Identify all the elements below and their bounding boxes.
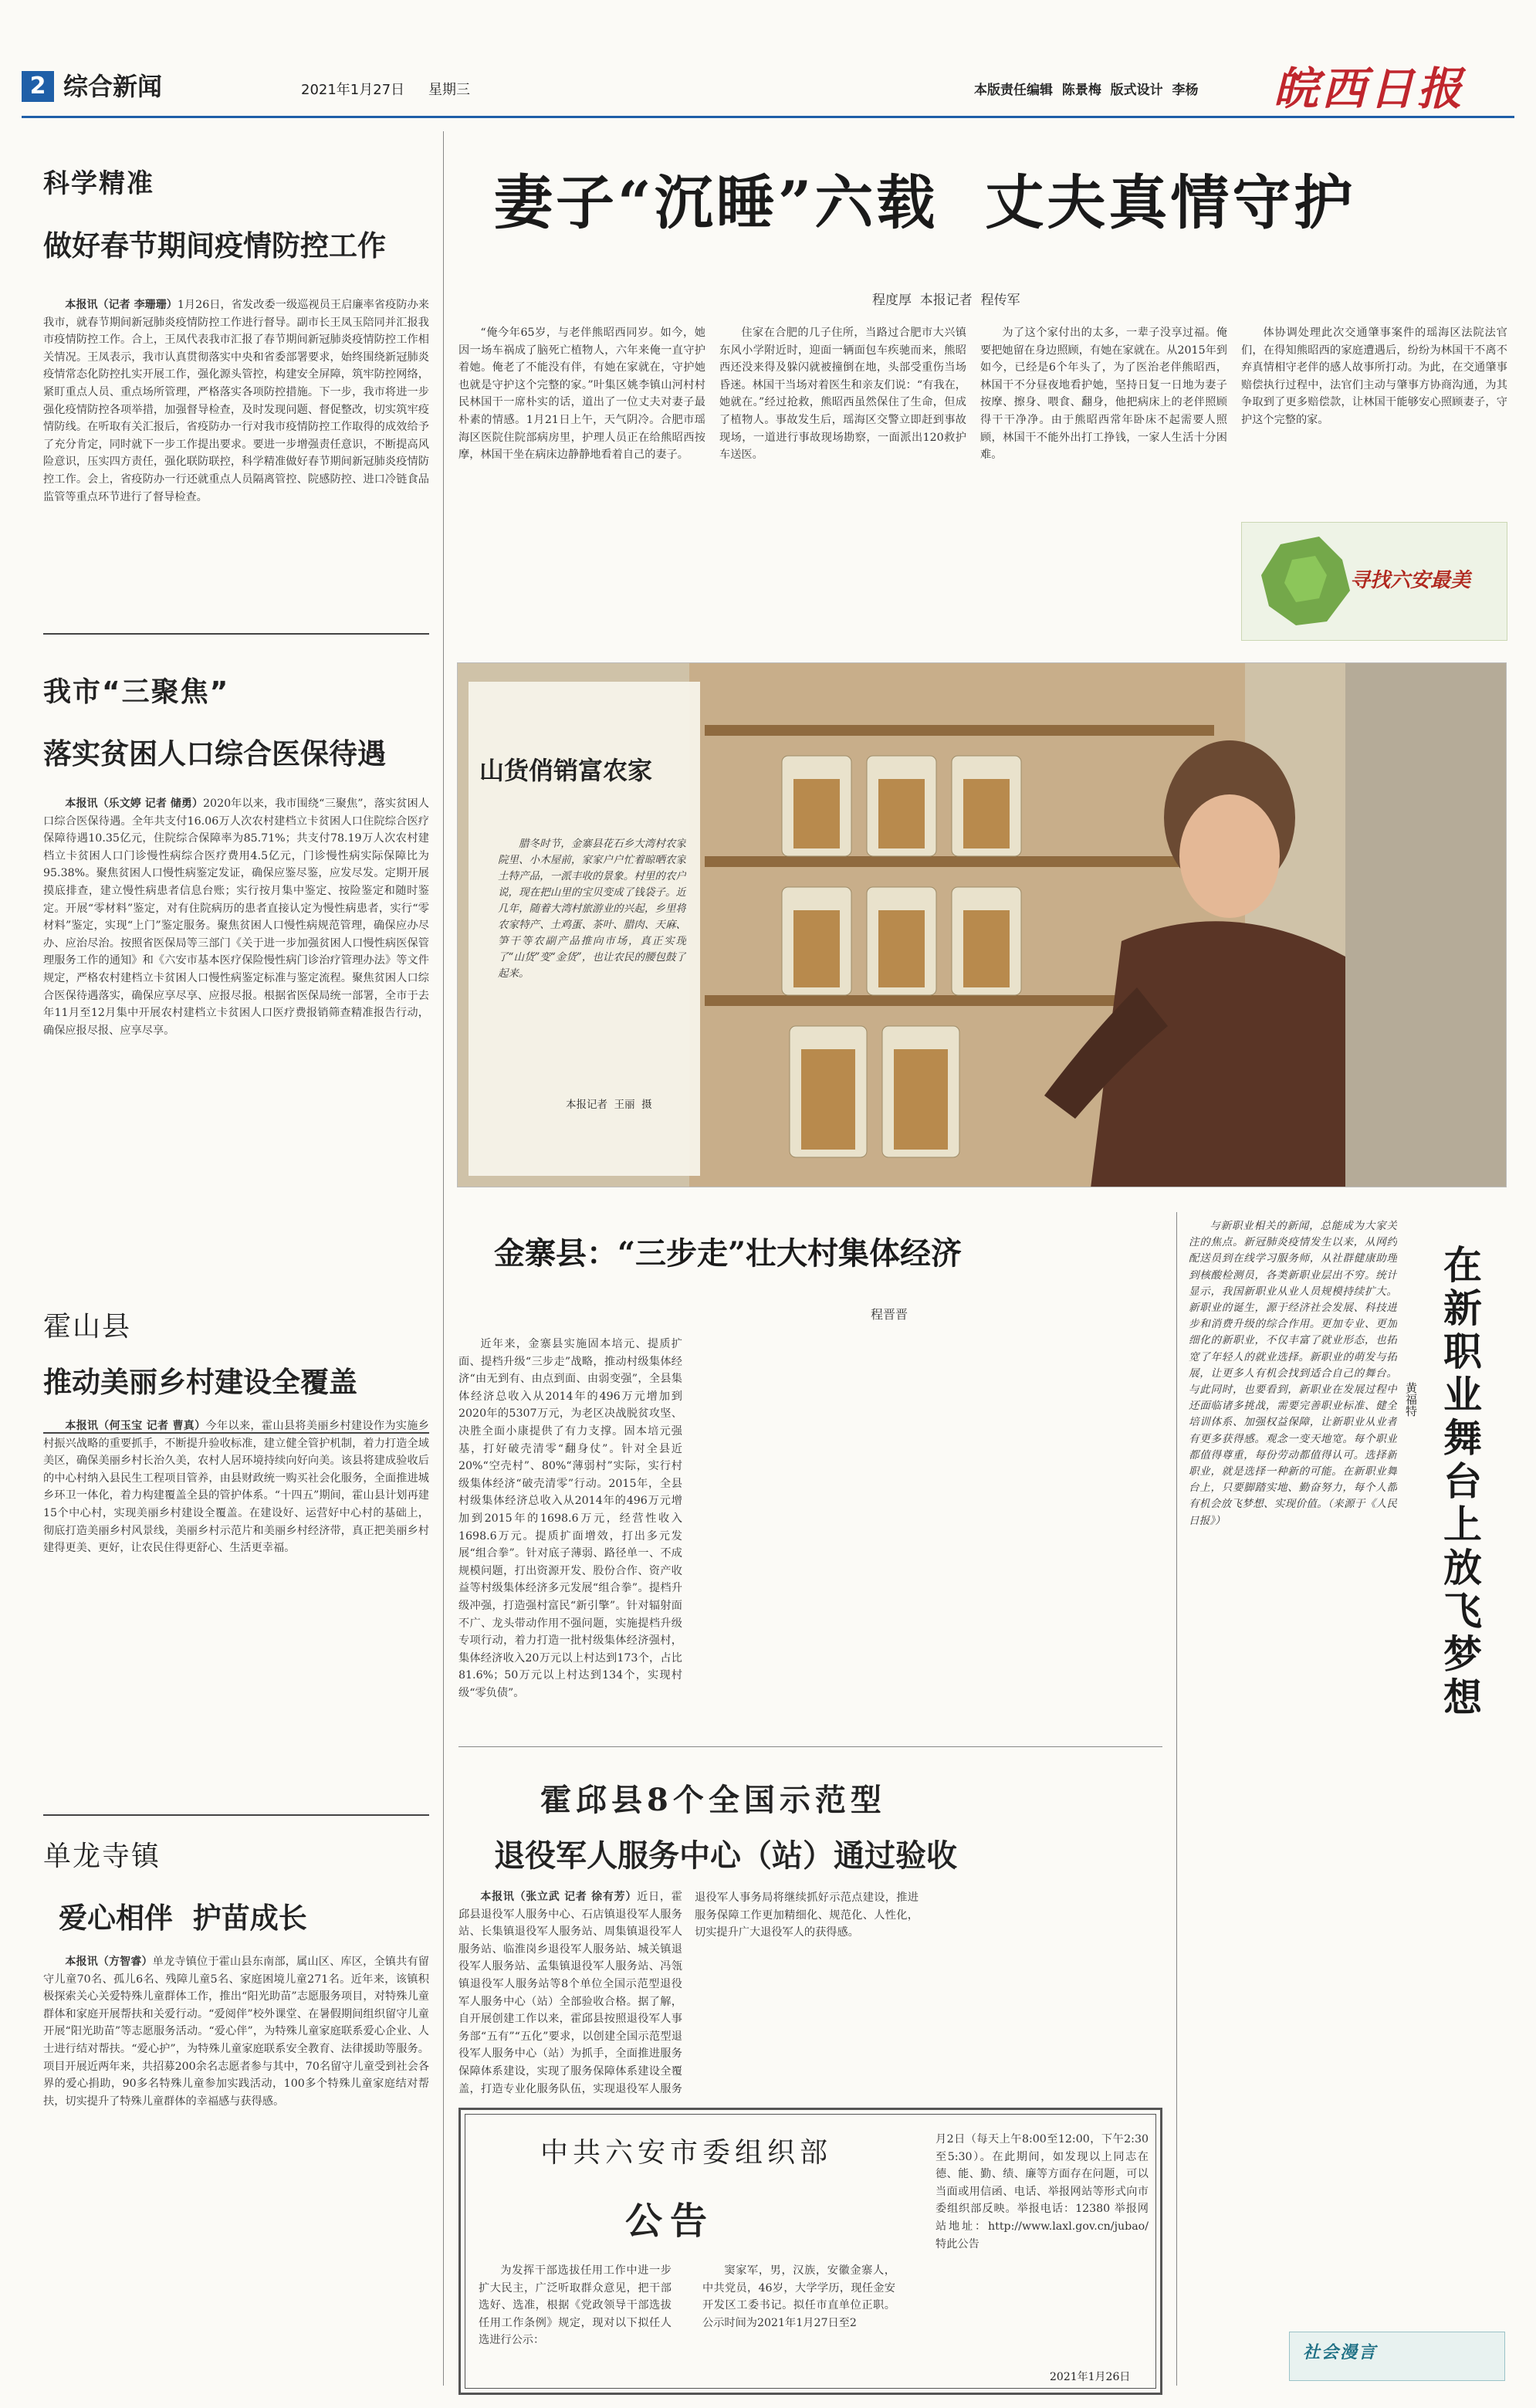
a1-text: 1月26日，省发改委一级巡视员王启廉率省疫防办来我市，就春节期间新冠肺炎疫情防控工作进行督导。副市长王凤玉陪同并汇报我市疫情防控工作。合上，王凤代表我市汇报了春节期间新冠肺炎疫情防控工作相关情况。王凤表示，我市认真贯彻落实中央和省委部署要求，始终围绕新冠肺炎疫情常态化防控扎实开展工作，强化源头管控，构建安全屏障，筑牢防控网络，紧盯重点人员、重点场所管理，严格落实各项防控措施。下一步，我市将进一步强化疫情防控各项举措，加强督导检查，及时发现问题、督促整改，切实筑牢疫情防线。在听取有关汇报后，省疫防办一行对我市疫情防控工作取得的成效给予了充分肯定，同时就下一步工作提出要求。要进一步增强责任意识，不断提高风险意识，压实四方责任，强化联防联控，科学精准做好春节期间新冠肺炎疫情防控工作。会上，省疫防办一行还就重点人员隔离管控、院感防控、进口冷链食品监管等重点环节进行了督导检查。 [43,299,429,503]
photo-credit: 本报记者 王丽 摄 [566,1099,652,1111]
a2-text: 2020年以来，我市围绕“三聚焦”，落实贫困人口综合医保待遇。全年共支付16.06万人次农村建档立卡贫困人口住院综合医疗保障待遇10.35亿元，住院综合保障率为85.71%；共支付78.19万人次农村建档立卡贫困人口门诊慢性病综合医疗费用4.5亿元，门诊慢性病实际保障比为95.38%。聚焦贫困人口慢性病鉴定发证，确保应鉴尽鉴，应发尽发。定期开展摸底排查，建立慢性病患者信息台账；实行按月集中鉴定、按险鉴定和随时鉴定。开展“零材料”鉴定，对有住院病历的患者直接认定为慢性病患者，实行“零材料”鉴定，实现“上门”鉴定服务。聚焦贫困人口慢性病规范管理，确保应办尽办、应治尽治。按照省医保局等三部门《关于进一步加强贫困人口慢性病医保管理服务工作的通知》和《六安市基本医疗保险慢性病门诊治疗管理办法》等文件规定，严格农村建档立卡贫困人口慢性病鉴定标准与鉴定流程。聚焦贫困人口综合医保待遇落实，确保应享尽享、应报尽报。根据省医保局统一部署，全市于去年11月至12月集中开展农村建档立卡贫困人口医疗费报销筛查精准报告行动，确保应报尽报、应享尽享。 [43,798,429,1037]
a2-title: 落实贫困人口综合医保待遇 [43,737,386,770]
hq-text-2: 退役军人事务局将继续抓好示范点建设，推进服务保障工作更加精细化、规范化、人性化，切实提升广大退役军人的获得感。 [695,1892,919,1939]
notice-org: 中共六安市委组织部 [540,2137,833,2169]
a3-kicker: 霍山县 [43,1311,132,1343]
a4-kicker: 单龙寺镇 [43,1841,161,1872]
hq-title-1: 霍邱县8个全国示范型 [540,1782,886,1818]
a3-title: 推动美丽乡村建设全覆盖 [43,1366,357,1399]
jz-col3 [931,1336,1155,1737]
a3-text: 今年以来，霍山县将美丽乡村建设作为实施乡村振兴战略的重要抓手，不断提升验收标准，建立健全管护机制，着力打造全域美区，确保美丽乡村长治久美，农村人居环境持续向好向美。该县将建成验收后的中心村纳入县民生工程项目管养，由县财政统一购买社会化服务，全面推进城乡环卫一体化，着力构建覆盖全县的管护体系。“十四五”期间，霍山县计划再建15个中心村，实现美丽乡村建设全覆盖。在建设好、运营好中心村的基础上，彻底打造美丽乡村风景线，美丽乡村示范片和美丽乡村经济带，真正把美丽乡村建得更美、更好，让农民住得更舒心、生活更幸福。 [43,1420,429,1555]
editor-credits: 本版责任编辑 陈景梅 版式设计 李杨 [974,83,1199,98]
lead-col4: 体协调处理此次交通肇事案件的瑶海区法院法官们，在得知熊昭西的家庭遭遇后，纷纷为林国干不离不弃真情相守老伴的感人故事所打动。为此，在交通肇事赔偿执行过程中，法官们主动与肇事方协商沟通，为其争取到了更多赔偿款，让林国干能够安心照顾妻子，守护这个完整的家。 [1241,327,1507,426]
hq-col1 [458,1888,682,2097]
a4-byline: 本报讯（方智睿） [65,1956,153,1968]
lead-col3: 为了这个家付出的太多，一辈子没享过福。俺要把她留在身边照顾，有她在家就在。从2015年到如今，已经是6个年头了，为了医治老伴熊昭西，林国干不分昼夜地看护她，坚持日复一日地为妻子按摩、擦身、喂食、翻身，他把病床上的老伴照顾得干干净净。由于熊昭西常年卧床不起需要人照顾，林国干不能外出打工挣钱，一家人生活十分困难。 [980,327,1227,462]
photo-caption: 腊冬时节，金寨县花石乡大湾村农家院里、小木屋前，家家户户忙着晾晒农家土特产品，一派丰收的景象。村里的农户说，现在把山里的宝贝变成了钱袋子。近几年，随着大湾村旅游业的兴起，乡里将农家特产、土鸡蛋、茶叶、腊肉、天麻、笋干等农副产品推向市场，真正实现了“山货”变“金货”，也让农民的腰包鼓了起来。 [498,838,686,980]
map-icon [1250,529,1365,637]
hq-col2 [695,1888,919,2097]
opinion-headline: 在新职业舞台上放飞梦想 [1437,1245,1482,1720]
notice-date: 2021年1月26日 [1050,2371,1131,2383]
lead-title: 妻子“沉睡”六载 丈夫真情守护 [494,168,1356,237]
issue-date: 2021年1月27日 [301,82,405,98]
hq-text-1: 近日，霍邱县退役军人服务中心、石店镇退役军人服务站、长集镇退役军人服务站、周集镇退役军人服务站、临淮岗乡退役军人服务站、城关镇退役军人服务站、孟集镇退役军人服务站、冯瓴镇退役军人服务站等8个单位全国示范型退役军人服务中心（站）全部验收合格。据了解，自开展创建工作以来，霍邱县按照退役军人事务部“五有”“五化”要求，以创建全国示范型退役军人服务中心（站）为抓手，全面推进服务保障体系建设，实现了服务保障体系建设全覆盖，打造专业化服务队伍，实现退役军人服务 [458,1891,682,2095]
lead-col1: “俺今年65岁，与老伴熊昭西同岁。如今，她因一场车祸成了脑死亡植物人，六年来俺一直守护着她。俺老了不能没有伴，有她在家就在，守护她也就是守护这个完整的家。”叶集区姚李镇山河村村民林国干一席朴实的话，道出了一位丈夫对妻子最朴素的情感。1月21日上午，天气阴冷。合肥市瑶海区医院住院部病房里，护理人员正在给熊昭西按摩，林国干坐在病床边静静地看着自己的妻子。 [458,327,705,462]
column-name: 社会漫言 [1303,2343,1378,2362]
jz-col1 [458,1336,682,1737]
a1-body [43,296,429,619]
lead-byline: 程度厚 本报记者 程传军 [872,293,1020,308]
a1-byline: 本报讯（记者 李珊珊） [65,299,178,311]
a4-text: 单龙寺镇位于霍山县东南部，属山区、库区，全镇共有留守儿童70名、孤儿6名、残障儿童5名、家庭困境儿童271名。近年来，该镇积极探索关心关爱特殊儿童群体工作，推出“阳光助苗”志愿服务项目，对特殊儿童群体和家庭开展帮扶和关爱行动。“爱阅伴”校外课堂、在暑假期间组织留守儿童开展“阳光助苗”等志愿服务活动。“爱心伴”，为特殊儿童家庭联系爱心企业、人士进行结对帮扶。“爱心护”，为特殊儿童家庭联系安全教育、法律援助等服务。项目开展近两年来，共招募200余名志愿者参与其中，70名留守儿童受到社会各界的爱心捐助，90多名特殊儿童参加实践活动，100多个特殊儿童家庭结对帮扶，切实提升了特殊儿童群体的幸福感与获得感。 [43,1956,429,2108]
ad-box [1241,522,1507,641]
feature-photo [457,662,1507,1187]
page-number-badge: 2 [22,71,54,102]
a1-divider [43,633,429,635]
jz-divider [458,1746,1162,1747]
a3-body [43,1417,429,1807]
a4-body [43,1953,429,2386]
a1-kicker: 科学精准 [43,168,154,199]
jz-byline: 程晋晋 [871,1307,908,1322]
photo-title: 山货俏销富农家 [479,756,653,785]
a4-title: 爱心相伴 护苗成长 [59,1902,307,1935]
masthead-rule [22,116,1514,118]
hq-col3 [931,1888,1155,2097]
a3-divider [43,1814,429,1816]
a1-title: 做好春节期间疫情防控工作 [43,229,386,262]
issue-weekday: 星期三 [428,82,470,98]
hq-byline: 本报讯（张立武 记者 徐有芳） [480,1891,638,1903]
opinion-text: 与新职业相关的新闻，总能成为大家关注的焦点。新冠肺炎疫情发生以来，从网约配送员到在线学习服务师，从社群健康助理到核酸检测员，各类新职业层出不穷。统计显示，我国新职业从业人员规模持续扩大。新职业的诞生，源于经济社会发展、科技进步和消费升级的综合作用。更加专业、更加细化的新职业，不仅丰富了就业形态，也拓宽了年轻人的就业选择。新职业的萌发与拓展，让更多人有机会找到适合自己的舞台。与此同时，也要看到，新职业在发展过程中还面临诸多挑战，需要完善职业标准、健全培训体系、加强权益保障，让新职业从业者有更多获得感。观念一变天地宽。每个职业都值得尊重，每份劳动都值得认可。选择新职业，就是选择一种新的可能。在新职业舞台上，只要脚踏实地、勤奋努力，每个人都有机会放飞梦想、实现价值。 [1189,1220,1397,1511]
section-name: 综合新闻 [63,72,163,101]
opinion-source: （来源于《人民日报》） [1189,1498,1397,1527]
notice-col3: 月2日（每天上午8:00至12:00，下午2:30至5:30）。在此期间，如发现以上同志在德、能、勤、绩、廉等方面存在问题，可以当面或用信函、电话、举报网站等形式向市委组织部反映。举报电话：12380 举报网站地址：http://www.laxl.gov.cn/jubao/ 特此公告 [935,2133,1149,2251]
opinion-author: 黄福特 [1404,1382,1418,1417]
jz-title: 金寨县：“三步走”壮大村集体经济 [494,1235,963,1272]
opinion-body [1189,1218,1397,2384]
a2-kicker: 我市“三聚焦” [43,676,230,708]
left-column-divider [443,131,444,2386]
notice-title: 公告 [625,2200,716,2243]
opinion-divider [1176,1212,1177,2386]
a2-byline: 本报讯（乐文婷 记者 储勇） [65,798,204,810]
jz-text-1: 近年来，金寨县实施固本培元、提质扩面、提档升级“三步走”战略，推动村级集体经济“由无到有、由点到面、由弱变强”，全县集体经济总收入从2014年的496万元增加到2020年的5307万元，为老区决战脱贫攻坚、决胜全面小康提供了有力支撑。固本培元强基，打好破壳清零“翻身仗”。针对全县近20%“空壳村”、80%“薄弱村”实际，实行村级集体经济“破壳清零”行动。2015年，全县村级集体经济总收入从2014年的496万元增加到2015年的1698.6万元，经营性收入1698.6万元。提质扩面增效，打出多元发展“组合拳”。针对底子薄弱、路径单一、不成规模问题，打出资源开发、股份合作、资产收益等村级集体经济多元发展“组合拳”。提档升级冲强，打造强村富民“新引擎”。针对辐射面不广、龙头带动作用不强问题，实施提档升级专项行动，着力打造一批村级集体经济强村，集体经济收入20万元以上村达到173个，占比81.6%；50万元以上村达到134个，实现村级“零负债”。 [458,1338,682,1699]
newspaper-logo: 皖西日报 [1274,63,1466,115]
lead-col2: 住家在合肥的几子住所，当路过合肥市大兴镇东风小学附近时，迎面一辆面包车疾驰而来，熊昭西还没来得及躲闪就被撞倒在地，头部受重伤当场昏迷。林国干当场对着医生和亲友们说：“有我在，她就在。”经过抢救，熊昭西虽然保住了生命，但成了植物人。事故发生后，瑶海区交警立即赶到事故现场，一道进行事故现场勘察，一面派出120救护车送医。 [719,327,966,462]
a3-byline: 本报讯（何玉宝 记者 曹真） [65,1420,206,1432]
ad-text: 寻找六安最美 [1350,569,1471,592]
notice-col1: 为发挥干部选拔任用工作中进一步扩大民主，广泛听取群众意见，把干部选好、选准，根据《党政领导干部选拔任用工作条例》规定，现对以下拟任人选进行公示： [479,2264,672,2347]
notice-col2: 窦家军，男，汉族，安徽金寨人，中共党员，46岁，大学学历，现任金安开发区工委书记。拟任市直单位正职。公示时间为2021年1月27日至2 [702,2264,895,2329]
jz-col2 [695,1336,919,1737]
hq-title-2: 退役军人服务中心（站）通过验收 [494,1837,957,1874]
